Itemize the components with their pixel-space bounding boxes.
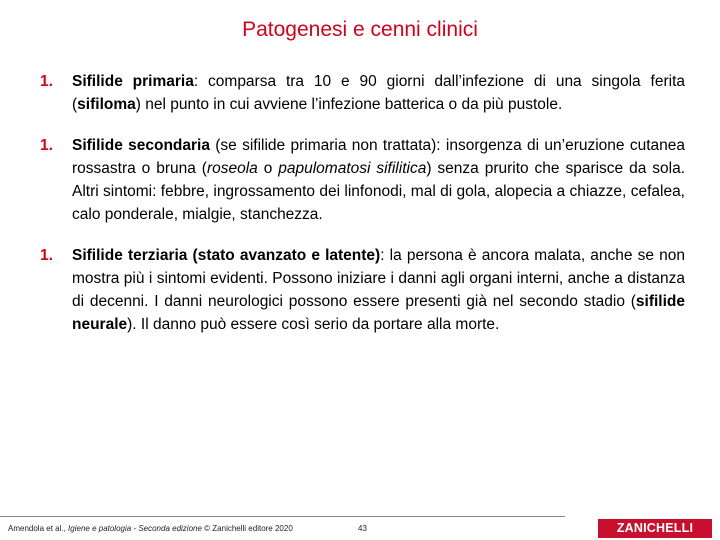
footer-credit [8, 524, 293, 533]
text-run: o [257, 160, 279, 177]
list-item [40, 70, 685, 116]
text-run: Sifilide primaria [72, 73, 194, 90]
credit-publisher: © Zanichelli editore 2020 [201, 524, 293, 533]
text-run: ) senza prurito che sparisce da sola. Altri sintomi: febbre, ingrossamento dei linfonodi, mal di gola, alopecia a chiazze, cefalea, calo ponderale, mialgie, stanchezza. [72, 160, 685, 223]
item-text [72, 70, 685, 116]
list-item [40, 134, 685, 226]
item-number: 1. [40, 137, 53, 154]
item-number: 1. [40, 73, 53, 90]
text-run: : la persona è ancora malata, anche se non mostra più i sintomi evidenti. Possono iniziare i danni agli organi interni, anche a distanza di decenni. I danni neurologici possono essere presenti già nel secondo stadio ( [72, 247, 686, 310]
item-number: 1. [40, 247, 53, 264]
stages-list [40, 70, 685, 354]
text-run: ). Il danno può essere così serio da portare alla morte. [127, 316, 500, 333]
list-item [40, 244, 685, 336]
text-run: sifilide neurale [72, 293, 685, 333]
text-run: sifiloma [77, 96, 136, 113]
text-run: Sifilide terziaria (stato avanzato e latente) [72, 247, 381, 264]
text-run: ) nel punto in cui avviene l’infezione batterica o da più pustole. [135, 96, 563, 113]
credit-authors: Amendola et al., [8, 524, 69, 533]
page-title: Patogenesi e cenni clinici [242, 18, 478, 41]
item-text [72, 134, 685, 226]
publisher-logo: ZANICHELLI [598, 519, 712, 538]
text-run: Sifilide secondaria [72, 137, 210, 154]
text-run: papulomatosi sifilitica [278, 160, 427, 177]
footer [0, 516, 720, 540]
page-number: 43 [358, 524, 367, 533]
credit-book-title: Igiene e patologia - Seconda edizione [68, 524, 202, 533]
footer-divider [0, 516, 565, 517]
text-run: roseola [206, 160, 258, 177]
text-run: : comparsa tra 10 e 90 giorni dall’infezione di una singola ferita ( [72, 73, 685, 113]
text-run: (se sifilide primaria non trattata): insorgenza di un’eruzione cutanea rossastra o bruna ( [72, 137, 685, 177]
item-text [72, 244, 685, 336]
